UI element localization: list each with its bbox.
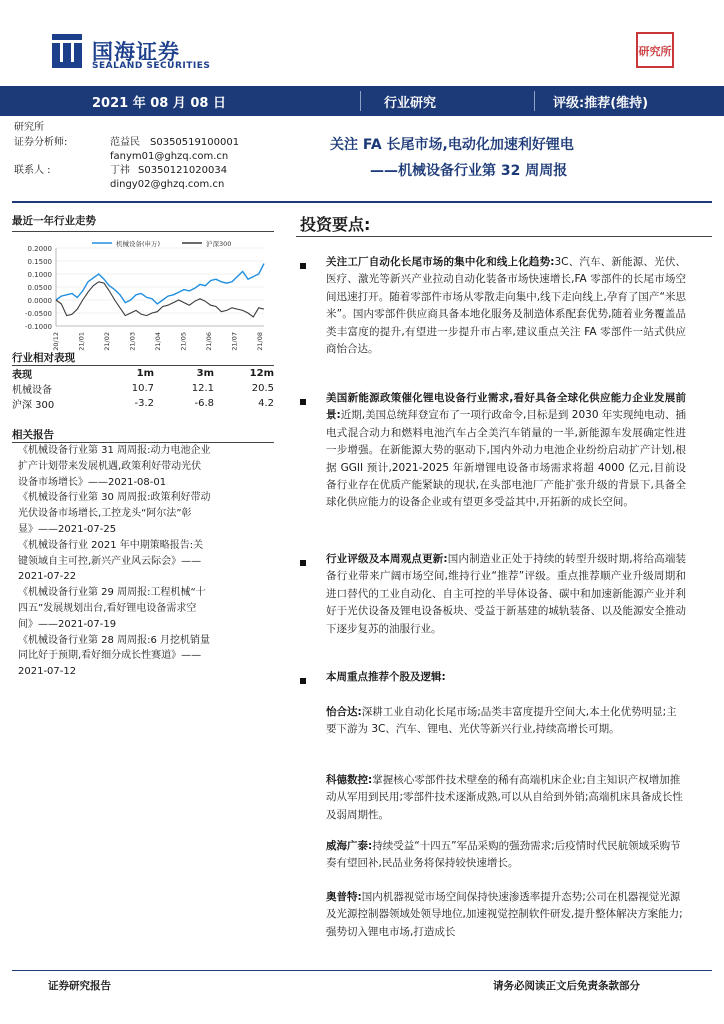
stock-name: 科德数控: <box>326 774 373 786</box>
x-tick-label: 21/06 <box>205 332 213 351</box>
trend-heading: 最近一年行业走势 <box>12 215 96 227</box>
x-tick-label: 20/12 <box>52 332 60 351</box>
related-report-line[interactable]: 《机械设备行业第 28 周周报:6 月挖机销量 <box>18 634 210 646</box>
stock-pick <box>326 772 686 824</box>
related-report-line[interactable]: 《机械设备行业第 31 周周报:动力电池企业 <box>18 445 211 456</box>
table-cell: 4.2 <box>258 398 274 409</box>
contact-label: 联系人 : <box>14 165 51 176</box>
highlight-text: 3C、汽车、新能源、光伏、医疗、激光等新兴产业拉动自动化装备市场快速增长,FA 零部件的长尾市场空间迅速打开。随着零部件市场从零散走向集中,线下走向线上,孕育了国产“米思米”。国内零部件供应商具备本地化服务及制造体系配套优势,随着业务覆盖品类丰富度的提升,有望进一步提升市占率,建议重点关注 FA 零部件一站式供应商怡合达。 <box>326 256 686 356</box>
footer-disclaimer: 请务必阅读正文后免责条款部分 <box>493 980 640 992</box>
company-logo-text: 国海证券 <box>92 40 180 64</box>
table-row <box>12 381 274 396</box>
x-tick-label: 21/07 <box>230 332 239 351</box>
stock-rationale: 国内机器视觉市场空间保持快速渗透率提升态势;公司在机器视觉光源及光源控制器领域处领导地位,加速视觉控制软件研发,提升整体解决方案能力;强势切入锂电市场,打造成长 <box>326 891 683 938</box>
report-header-bar <box>0 86 724 116</box>
research-seal-icon <box>636 32 674 68</box>
report-rating: 评级:推荐(维持) <box>553 96 649 111</box>
highlight-paragraph <box>326 669 686 686</box>
legend-label: 沪深300 <box>206 240 232 248</box>
bullet-marker <box>300 560 306 566</box>
bullet-marker <box>300 399 306 405</box>
y-tick-label: 0.1500 <box>27 258 52 266</box>
col-header: 12m <box>249 368 274 379</box>
company-logo-english: SEALAND SECURITIES <box>92 61 211 71</box>
highlight-text: 国内制造业正处于持续的转型升级时期,将给高端装备行业带来广阔市场空间,维持行业“推荐”评级。重点推荐顺产业升级周期和进口替代的工业自动化、自主可控的半导体设备、碳中和加速新能源产业并利好于光伏设备及锂电设备板块、受益于新基建的城轨装备、以及能源安全推动下逐步复苏的油服行业。 <box>326 553 686 635</box>
col-header: 表现 <box>12 370 32 381</box>
analyst-label: 证券分析师: <box>14 137 68 148</box>
contact-name: 丁祎 <box>110 165 130 176</box>
highlight-text: 近期,美国总统拜登宣布了一项行政命令,目标是到 2030 年实现纯电动、插电式混合动力和燃料电池汽车占全美汽车销量的一半,新能源车发展确定性进一步增强。在新能源大势的驱动下,国内外动力电池企业纷纷启动扩产计划,根据 GGII 预计,2021-2025 年新增锂电设备市场需求将超 4000 亿元,目前设备行业存在优质产能紧缺的现状,在头部电池厂产能扩张升级的背景下,具备全球化供应能力的设备企业或有望更多受益其中,开拓新的成长空间。 <box>326 409 687 509</box>
svg-text:研究所: 研究所 <box>638 45 672 58</box>
bar-divider <box>534 91 535 111</box>
related-reports-list <box>18 443 270 680</box>
bullet-marker <box>300 263 306 269</box>
related-report-line[interactable]: 《机械设备行业 2021 年中期策略报告:关 <box>18 539 204 551</box>
related-report-line[interactable]: 扩产计划带来发展机遇,政策利好带动光伏 <box>18 460 202 472</box>
footer-divider <box>12 970 712 971</box>
performance-heading: 行业相对表现 <box>12 352 75 364</box>
related-report-line[interactable]: 《机械设备行业第 29 周周报:工程机械“十 <box>18 587 206 599</box>
related-report-line[interactable]: 《机械设备行业第 30 周周报:政策利好带动 <box>18 492 211 504</box>
table-cell: 10.7 <box>131 383 154 394</box>
analyst-id: S0350519100001 <box>150 137 240 148</box>
stock-name: 奥普特: <box>326 891 362 903</box>
footer-left: 证券研究报告 <box>48 980 111 992</box>
contact-email[interactable]: dingy02@ghzq.com.cn <box>110 179 225 190</box>
related-report-line[interactable]: 四五”发展规划出台,看好锂电设备需求空 <box>18 602 197 614</box>
y-tick-label: -0.1000 <box>24 323 52 331</box>
highlight-lead: 美国新能源政策催化锂电设备行业需求,看好具备全球化供应能力企业发展前景: <box>326 392 686 422</box>
highlight-lead: 本周重点推荐个股及逻辑: <box>326 671 446 683</box>
trend-heading-rule <box>12 231 274 232</box>
highlight-paragraph <box>326 551 686 638</box>
highlight-lead: 关注工厂自动化长尾市场的集中化和线上化趋势: <box>326 256 555 268</box>
related-report-line[interactable]: 间》——2021-07-19 <box>18 618 117 630</box>
report-subtitle: ——机械设备行业第 32 周周报 <box>370 163 568 179</box>
related-report-line[interactable]: 设备市场增长》——2021-08-01 <box>18 476 167 488</box>
legend-label: 机械设备(申万) <box>116 240 161 248</box>
y-tick-label: 0.2000 <box>27 245 52 253</box>
y-tick-label: 0.0500 <box>27 284 52 292</box>
related-report-line[interactable]: 2021-07-22 <box>18 571 77 583</box>
table-cell: 20.5 <box>251 383 274 394</box>
highlight-paragraph <box>326 390 686 512</box>
title-divider <box>12 201 712 203</box>
stock-pick <box>326 838 686 873</box>
row-label: 机械设备 <box>12 385 52 396</box>
stock-rationale: 掌握核心零部件技术壁垒的稀有高端机床企业;自主知识产权增加推动从军用到民用;零部件技术逐渐成熟,可以从自给到外销;高端机床具备成长性及弱周期性。 <box>326 774 683 821</box>
col-header: 1m <box>136 368 154 379</box>
table-cell: 12.1 <box>191 383 214 394</box>
related-report-line[interactable]: 2021-07-12 <box>18 666 77 678</box>
col-header: 3m <box>196 368 214 379</box>
stock-pick <box>326 704 686 739</box>
dept-label: 研究所 <box>14 122 44 133</box>
x-tick-label: 21/01 <box>77 332 86 351</box>
bar-divider <box>360 91 361 111</box>
y-tick-label: 0.0000 <box>27 297 52 305</box>
investment-highlights-heading: 投资要点: <box>300 215 371 234</box>
analyst-email[interactable]: fanym01@ghzq.com.cn <box>110 151 229 162</box>
table-cell: -3.2 <box>134 398 154 409</box>
report-type: 行业研究 <box>384 96 437 111</box>
contact-id: S0350121020034 <box>138 165 228 176</box>
stock-rationale: 持续受益“十四五”军品采购的强劲需求;后疫情时代民航领域采购节奏有望回补,民品业务将保持较快速增长。 <box>326 840 681 870</box>
performance-table <box>12 366 274 411</box>
stock-name: 怡合达: <box>326 706 362 718</box>
related-heading: 相关报告 <box>12 429 54 441</box>
x-tick-label: 21/03 <box>128 332 137 351</box>
industry-trend-chart <box>12 236 270 364</box>
y-tick-label: -0.0500 <box>24 310 52 318</box>
series-line-machinery <box>56 264 264 304</box>
x-tick-label: 21/05 <box>179 332 188 351</box>
sealand-logo-icon <box>52 34 82 68</box>
analyst-name: 范益民 <box>110 137 140 148</box>
highlight-lead: 行业评级及本周观点更新: <box>326 553 448 565</box>
report-date: 2021 年 08 月 08 日 <box>92 96 226 111</box>
report-title: 关注 FA 长尾市场,电动化加速利好锂电 <box>330 137 574 153</box>
stock-pick <box>326 889 686 941</box>
related-report-line[interactable]: 键领域自主可控,新兴产业风云际会》—— <box>18 555 202 567</box>
performance-header-row <box>12 366 274 381</box>
bullet-marker <box>300 678 306 684</box>
x-tick-label: 21/04 <box>154 332 162 351</box>
y-tick-label: 0.1000 <box>27 271 52 279</box>
highlight-paragraph <box>326 254 686 358</box>
related-report-line[interactable]: 光伏设备市场增长,工控龙头“阿尔法”彰 <box>18 508 192 520</box>
highlights-rule <box>296 236 712 237</box>
table-row <box>12 396 274 411</box>
related-report-line[interactable]: 显》——2021-07-25 <box>18 523 117 535</box>
related-report-line[interactable]: 同比好于预期,看好细分成长性赛道》—— <box>18 650 202 662</box>
x-tick-label: 21/02 <box>103 332 111 351</box>
stock-rationale: 深耕工业自动化长尾市场;品类丰富度提升空间大,本土化优势明显;主要下游为 3C、汽车、锂电、光伏等新兴行业,持续高增长可期。 <box>326 706 677 736</box>
stock-name: 威海广泰: <box>326 840 373 852</box>
row-label: 沪深 300 <box>12 400 55 411</box>
table-cell: -6.8 <box>194 398 214 409</box>
x-tick-label: 21/08 <box>256 332 264 351</box>
